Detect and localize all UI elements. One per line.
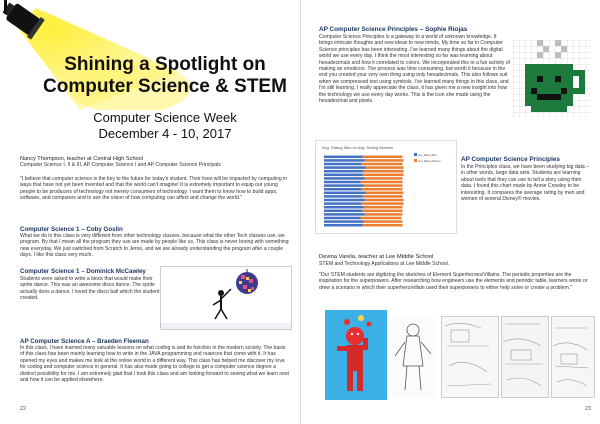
- week-title: Computer Science Week: [93, 110, 237, 125]
- bar-women-20: [363, 224, 403, 227]
- bar-men-8: [324, 181, 361, 184]
- superhero-drawing-blue: [325, 310, 387, 400]
- bar-men-16: [324, 210, 363, 213]
- bar-women-5: [364, 170, 404, 173]
- page-title-line2: Computer Science & STEM: [43, 76, 287, 97]
- bar-men-9: [324, 184, 364, 187]
- devina-quote: "Our STEM students are digitizing the sketches of Element Superheroes/Villains. The periodic properties are the inspiration for the superpowers. After researching how engineers use the elements and periodic table, learners wrote or drew a scenario in which their superhero/villain used their superpowers to either help solve or create a problem.": [319, 272, 588, 291]
- bar-women-10: [362, 188, 403, 191]
- disney-rating-chart: [315, 140, 457, 234]
- bar-men-13: [324, 199, 365, 202]
- dominick-heading: Computer Science 1 – Dominick McCawley: [20, 268, 146, 275]
- legend-swatch-women: [414, 159, 417, 162]
- page-number-right: 23: [585, 406, 592, 412]
- author1-role: Computer Science I, II & III, AP Computer Science I and AP Computer Science Principals: [20, 162, 221, 168]
- legend-swatch-men: [414, 153, 417, 156]
- bar-men-20: [324, 224, 363, 227]
- bar-men-10: [324, 188, 362, 191]
- coby-text: What we do in this class is very different from other technology classes, because what the other Tech classes use, we program. By that I mean all the program they use are made by people like us. This class is never boring with something new everyday. We just switched from Scratch to Jeroo, and we are already understanding the program after a couple days. I like this class very much.: [20, 233, 289, 259]
- braeden-heading: AP Computer Science A – Braeden Fleeman: [20, 338, 149, 345]
- bar-women-1: [363, 156, 403, 159]
- legend-women: Avg. Rating Women: [418, 160, 441, 163]
- chart-title: Avg. Rating Men vs Avg. Rating Women: [322, 145, 393, 150]
- superhero-sketch-pencil: [391, 316, 435, 398]
- bar-men-19: [324, 220, 364, 223]
- bar-men-2: [324, 159, 365, 162]
- bar-women-3: [362, 163, 403, 166]
- bar-women-13: [365, 199, 404, 202]
- chart-svg: [316, 141, 456, 233]
- coby-heading: Computer Science 1 – Coby Goslin: [20, 226, 123, 233]
- bar-men-3: [324, 163, 362, 166]
- bar-women-7: [365, 177, 403, 180]
- disco-sprite-drawing: [161, 267, 291, 329]
- bar-women-12: [363, 195, 403, 198]
- bar-women-15: [364, 206, 403, 209]
- bar-men-11: [324, 192, 366, 195]
- devina-name: Devina Varela, teacher at Lee Middle School: [319, 254, 434, 260]
- bar-men-15: [324, 206, 364, 209]
- bar-women-14: [362, 202, 404, 205]
- sophie-heading: AP Computer Science Principles – Sophie Riojas: [319, 26, 468, 33]
- bar-women-18: [361, 217, 402, 220]
- bar-women-19: [364, 220, 403, 223]
- bar-men-5: [324, 170, 364, 173]
- dominick-text: Students were asked to write a block that would make their sprite dance. This was an awesome disco dance. The sprite actually does a dance. I loved the disco ball which the student created.: [20, 276, 160, 302]
- csp-heading: AP Computer Science Principles: [461, 156, 560, 163]
- author1-name: Nancy Thompson, teacher at Central High School: [20, 156, 144, 162]
- bar-women-16: [363, 210, 403, 213]
- bar-women-11: [366, 192, 404, 195]
- comic-sketch-lines: [441, 316, 593, 396]
- bar-men-14: [324, 202, 362, 205]
- bar-men-1: [324, 156, 363, 159]
- bar-men-17: [324, 213, 365, 216]
- bar-women-8: [361, 181, 403, 184]
- sophie-text: Computer Science Principles is a gateway to a world of unknown knowledge. It brings intricate thoughts and new ideas to new minds. My time so far in Computer Science principles has been interesting. I've learned many things about the digital world we use every day. I think the most interesting so far was learning about hexadecimals and how it correlated to colors. We incorporated this to a fun activity of making an emoticon. The process was time consuming, but worth it because in the end you created your very own thing using only hexadecimals. This also follows suit when we compressed text using symbols. I've learned many things in this class, and I'm still learning. I really appreciate the class, it has given me a new insight into how the technology we use every day works. This is the icon she made using the hexadecimal and pixels.: [319, 34, 511, 105]
- bar-men-18: [324, 217, 361, 220]
- page-number-left: 22: [20, 406, 27, 412]
- legend-men: Avg. Rating Men: [418, 154, 438, 157]
- braeden-text: In this class, I have learned many valuable lessons on what coding is and its function in the modern society. The basis of this class has been mainly learning how to write in the JAVA programming and nuances that come with it. It has opened my eyes and makes me look at the online world in a different way. This class has helped me discover my love for coding and computer science in general. It has also made going to college to get a computer science degree a distinct possibility for me. I am extremely glad that I took this class and am looking forward to seeing what we learn next and how it can be applied elsewhere.: [20, 345, 289, 384]
- devina-role: STEM and Technology Applications at Lee Middle School.: [319, 261, 450, 267]
- bar-men-4: [324, 166, 366, 169]
- bar-women-2: [365, 159, 404, 162]
- bar-women-6: [363, 174, 404, 177]
- week-dates: December 4 - 10, 2017: [98, 126, 232, 141]
- disco-sprite-image: [160, 266, 292, 330]
- bar-women-17: [365, 213, 403, 216]
- author1-quote: "I believe that computer science is the key to the future for today's student. Their lives will be impacted by computing in ways that have not yet been invented and that the world can't imagine! It is extremely important to equip our young people to be producers of technology not merely consumers of technology. I want them to know how to build apps, software, and computers and to see the vision of how computing can affect and change the world.": [20, 176, 288, 202]
- bar-men-7: [324, 177, 365, 180]
- bar-men-12: [324, 195, 363, 198]
- bar-men-6: [324, 174, 363, 177]
- pixel-mug-icon: [513, 40, 591, 118]
- bar-women-9: [364, 184, 403, 187]
- csp-text: In the Principles class, we have been studying big data – in other words, large data sets. Students are learning about tools that they can use to tell a story using their data. I found this chart made by Annie Crowley to be interesting. It compares the average rating by men and women of several Disney© movies.: [461, 164, 589, 203]
- right-page: [301, 0, 600, 424]
- bar-women-4: [366, 166, 404, 169]
- page-title-line1: Shining a Spotlight on: [64, 54, 266, 75]
